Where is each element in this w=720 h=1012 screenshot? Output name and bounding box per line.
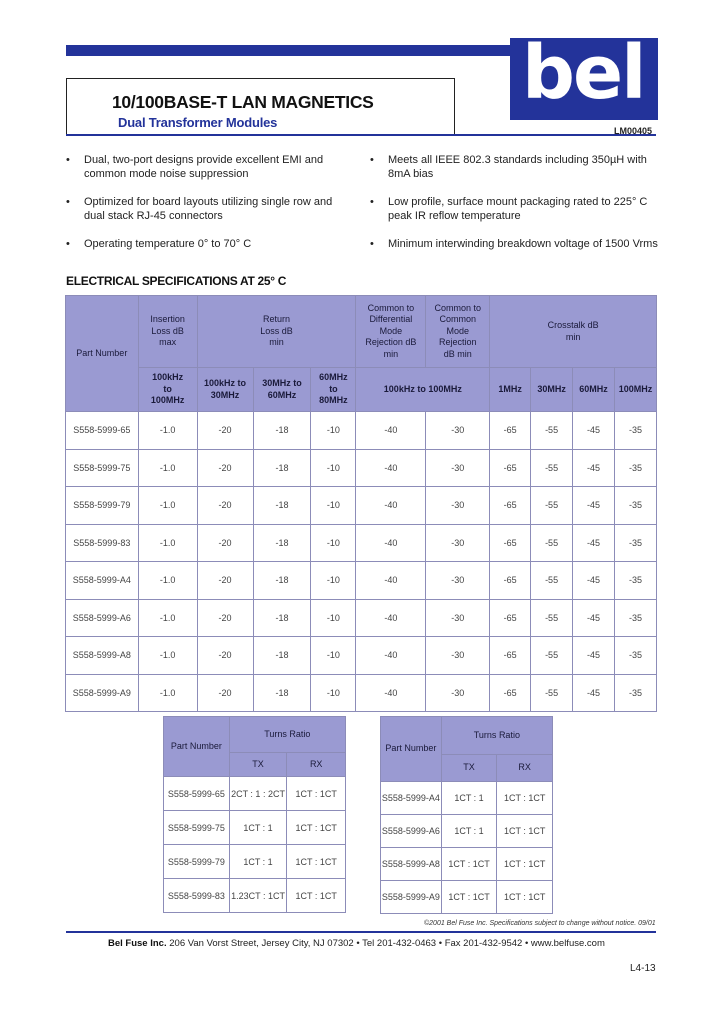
page-number: L4-13 bbox=[630, 963, 656, 974]
value-cell: -30 bbox=[426, 487, 490, 525]
table-row bbox=[381, 881, 553, 914]
value-cell: -1.0 bbox=[138, 674, 197, 712]
spec-rows bbox=[66, 412, 657, 712]
value-cell: -20 bbox=[197, 487, 253, 525]
value-cell: -10 bbox=[311, 674, 356, 712]
page-subtitle: Dual Transformer Modules bbox=[118, 115, 278, 130]
cm-cm-rejection-header: Common to Common Mode Rejection dB min bbox=[426, 296, 490, 368]
value-cell: -10 bbox=[311, 562, 356, 600]
table-row bbox=[164, 845, 346, 879]
value-cell: -45 bbox=[573, 637, 615, 675]
return-loss-header: Return Loss dB min bbox=[197, 296, 356, 368]
part-number-header: Part Number bbox=[66, 296, 139, 412]
electrical-specs-table bbox=[65, 295, 657, 712]
value-cell: -18 bbox=[253, 487, 311, 525]
value-cell: -10 bbox=[311, 487, 356, 525]
value-cell: -18 bbox=[253, 562, 311, 600]
subheader-cell: 60MHz to 80MHz bbox=[311, 368, 356, 412]
value-cell: -45 bbox=[573, 412, 615, 450]
value-cell: -30 bbox=[426, 524, 490, 562]
tx-header: TX bbox=[229, 753, 287, 777]
value-cell: 1CT : 1 bbox=[441, 782, 497, 815]
part-number-cell: S558-5999-A6 bbox=[381, 815, 442, 848]
value-cell: -18 bbox=[253, 412, 311, 450]
footer-contact bbox=[108, 938, 605, 949]
bullet-icon: • bbox=[370, 154, 374, 166]
value-cell: -40 bbox=[356, 599, 426, 637]
electrical-specs-heading: ELECTRICAL SPECIFICATIONS AT 25° C bbox=[66, 274, 287, 288]
value-cell: -40 bbox=[356, 674, 426, 712]
part-number-cell: S558-5999-A9 bbox=[381, 881, 442, 914]
value-cell: -30 bbox=[426, 449, 490, 487]
value-cell: 1CT : 1CT bbox=[287, 777, 346, 811]
value-cell: -18 bbox=[253, 449, 311, 487]
value-cell: -45 bbox=[573, 524, 615, 562]
value-cell: -55 bbox=[531, 524, 573, 562]
value-cell: -1.0 bbox=[138, 412, 197, 450]
bel-logo: bel bbox=[522, 30, 645, 116]
value-cell: -1.0 bbox=[138, 524, 197, 562]
subheader-cell: 100kHz to 100MHz bbox=[356, 368, 490, 412]
value-cell: 1CT : 1CT bbox=[287, 845, 346, 879]
bullet-icon: • bbox=[370, 238, 374, 250]
value-cell: -40 bbox=[356, 449, 426, 487]
value-cell: -45 bbox=[573, 562, 615, 600]
part-number-cell: S558-5999-A8 bbox=[66, 637, 139, 675]
table-row bbox=[66, 449, 657, 487]
value-cell: -30 bbox=[426, 562, 490, 600]
subheader-cell: 1MHz bbox=[490, 368, 531, 412]
subheader-cell: 100MHz bbox=[614, 368, 656, 412]
table-row bbox=[66, 487, 657, 525]
feature-item: • Optimized for board layouts utilizing single row and dual stack RJ-45 connectors bbox=[66, 196, 333, 222]
table-row bbox=[164, 777, 346, 811]
turns-ratio-header: Turns Ratio bbox=[441, 717, 552, 755]
value-cell: -30 bbox=[426, 637, 490, 675]
value-cell: -35 bbox=[614, 599, 656, 637]
value-cell: -1.0 bbox=[138, 637, 197, 675]
table-row bbox=[381, 782, 553, 815]
value-cell: -10 bbox=[311, 412, 356, 450]
value-cell: -20 bbox=[197, 412, 253, 450]
part-number-cell: S558-5999-A9 bbox=[66, 674, 139, 712]
part-number-cell: S558-5999-65 bbox=[66, 412, 139, 450]
feature-item: • Low profile, surface mount packaging rated to 225° C peak IR reflow temperature bbox=[370, 196, 648, 222]
value-cell: -65 bbox=[490, 487, 531, 525]
value-cell: -40 bbox=[356, 412, 426, 450]
value-cell: -45 bbox=[573, 449, 615, 487]
footer-rule bbox=[66, 931, 656, 933]
value-cell: -20 bbox=[197, 562, 253, 600]
value-cell: -18 bbox=[253, 674, 311, 712]
value-cell: -55 bbox=[531, 637, 573, 675]
value-cell: -35 bbox=[614, 562, 656, 600]
value-cell: 1CT : 1CT bbox=[497, 815, 553, 848]
part-number-cell: S558-5999-A6 bbox=[66, 599, 139, 637]
part-number-cell: S558-5999-A4 bbox=[66, 562, 139, 600]
value-cell: -10 bbox=[311, 599, 356, 637]
value-cell: -40 bbox=[356, 487, 426, 525]
feature-item: • Minimum interwinding breakdown voltage of 1500 Vrms bbox=[370, 238, 658, 250]
company-name: Bel Fuse Inc. bbox=[108, 938, 167, 949]
value-cell: -18 bbox=[253, 637, 311, 675]
value-cell: -30 bbox=[426, 674, 490, 712]
value-cell: -65 bbox=[490, 412, 531, 450]
value-cell: -35 bbox=[614, 449, 656, 487]
value-cell: 1CT : 1CT bbox=[287, 879, 346, 913]
part-number-header: Part Number bbox=[381, 717, 442, 782]
value-cell: -1.0 bbox=[138, 449, 197, 487]
value-cell: -35 bbox=[614, 637, 656, 675]
table-row bbox=[66, 412, 657, 450]
value-cell: -20 bbox=[197, 637, 253, 675]
value-cell: -55 bbox=[531, 562, 573, 600]
subheader-cell: 30MHz to 60MHz bbox=[253, 368, 311, 412]
crosstalk-header: Crosstalk dB min bbox=[490, 296, 657, 368]
table-row bbox=[66, 524, 657, 562]
value-cell: -65 bbox=[490, 674, 531, 712]
table-row bbox=[66, 674, 657, 712]
part-number-cell: S558-5999-75 bbox=[66, 449, 139, 487]
value-cell: -40 bbox=[356, 637, 426, 675]
turns-rows-left bbox=[164, 777, 346, 913]
value-cell: -65 bbox=[490, 524, 531, 562]
value-cell: -55 bbox=[531, 674, 573, 712]
value-cell: 1CT : 1 bbox=[229, 845, 287, 879]
table-row bbox=[164, 811, 346, 845]
part-number-cell: S558-5999-A8 bbox=[381, 848, 442, 881]
rx-header: RX bbox=[497, 755, 553, 782]
value-cell: -65 bbox=[490, 562, 531, 600]
value-cell: -10 bbox=[311, 449, 356, 487]
value-cell: -1.0 bbox=[138, 599, 197, 637]
page-title: 10/100BASE-T LAN MAGNETICS bbox=[112, 92, 374, 112]
part-number-cell: S558-5999-65 bbox=[164, 777, 230, 811]
cm-dm-rejection-header: Common to Differential Mode Rejection dB min bbox=[356, 296, 426, 368]
feature-item: • Dual, two-port designs provide excellent EMI and common mode noise suppression bbox=[66, 154, 324, 180]
feature-item: • Meets all IEEE 802.3 standards including 350µH with 8mA bias bbox=[370, 154, 647, 180]
table-row bbox=[66, 637, 657, 675]
value-cell: -10 bbox=[311, 524, 356, 562]
turns-ratio-table-right bbox=[380, 716, 553, 914]
value-cell: -40 bbox=[356, 524, 426, 562]
value-cell: -20 bbox=[197, 674, 253, 712]
value-cell: -55 bbox=[531, 599, 573, 637]
value-cell: 1CT : 1CT bbox=[441, 881, 497, 914]
table-row bbox=[66, 599, 657, 637]
value-cell: -10 bbox=[311, 637, 356, 675]
value-cell: -35 bbox=[614, 487, 656, 525]
part-number-cell: S558-5999-83 bbox=[164, 879, 230, 913]
subheader-cell: 60MHz bbox=[573, 368, 615, 412]
bullet-icon: • bbox=[66, 238, 70, 250]
title-rule bbox=[66, 134, 656, 136]
table-row bbox=[66, 562, 657, 600]
subheader-cell: 30MHz bbox=[531, 368, 573, 412]
bullet-icon: • bbox=[66, 154, 70, 166]
feature-item: • Operating temperature 0° to 70° C bbox=[66, 238, 252, 250]
part-number-cell: S558-5999-79 bbox=[164, 845, 230, 879]
value-cell: -45 bbox=[573, 487, 615, 525]
part-number-cell: S558-5999-75 bbox=[164, 811, 230, 845]
document-code: LM00405 bbox=[614, 126, 653, 136]
value-cell: -20 bbox=[197, 449, 253, 487]
value-cell: 1CT : 1 bbox=[229, 811, 287, 845]
table-row bbox=[381, 815, 553, 848]
value-cell: -65 bbox=[490, 637, 531, 675]
part-number-cell: S558-5999-83 bbox=[66, 524, 139, 562]
part-number-cell: S558-5999-79 bbox=[66, 487, 139, 525]
value-cell: 1CT : 1CT bbox=[497, 881, 553, 914]
tx-header: TX bbox=[441, 755, 497, 782]
value-cell: -30 bbox=[426, 599, 490, 637]
value-cell: -40 bbox=[356, 562, 426, 600]
value-cell: 1.23CT : 1CT bbox=[229, 879, 287, 913]
value-cell: 1CT : 1 bbox=[441, 815, 497, 848]
value-cell: -55 bbox=[531, 449, 573, 487]
table-row bbox=[164, 879, 346, 913]
value-cell: -35 bbox=[614, 524, 656, 562]
value-cell: -35 bbox=[614, 412, 656, 450]
value-cell: 1CT : 1CT bbox=[497, 848, 553, 881]
value-cell: -18 bbox=[253, 599, 311, 637]
turns-rows-right bbox=[381, 782, 553, 914]
value-cell: -65 bbox=[490, 599, 531, 637]
value-cell: -18 bbox=[253, 524, 311, 562]
bullet-icon: • bbox=[66, 196, 70, 208]
copyright-note: ©2001 Bel Fuse Inc. Specifications subject to change without notice. 09/01 bbox=[424, 920, 656, 927]
value-cell: -65 bbox=[490, 449, 531, 487]
turns-ratio-header: Turns Ratio bbox=[229, 717, 345, 753]
bullet-icon: • bbox=[370, 196, 374, 208]
company-address: 206 Van Vorst Street, Jersey City, NJ 07302 • Tel 201-432-0463 • Fax 201-432-9542 • www.belfuse.com bbox=[169, 938, 605, 949]
insertion-loss-header: Insertion Loss dB max bbox=[138, 296, 197, 368]
value-cell: -45 bbox=[573, 674, 615, 712]
rx-header: RX bbox=[287, 753, 346, 777]
value-cell: -30 bbox=[426, 412, 490, 450]
value-cell: -1.0 bbox=[138, 562, 197, 600]
subheader-cell: 100kHz to 30MHz bbox=[197, 368, 253, 412]
subheader-cell: 100kHz to 100MHz bbox=[138, 368, 197, 412]
part-number-header: Part Number bbox=[164, 717, 230, 777]
value-cell: 1CT : 1CT bbox=[287, 811, 346, 845]
value-cell: 1CT : 1CT bbox=[497, 782, 553, 815]
value-cell: -20 bbox=[197, 599, 253, 637]
value-cell: -45 bbox=[573, 599, 615, 637]
turns-ratio-table-left bbox=[163, 716, 346, 913]
value-cell: -35 bbox=[614, 674, 656, 712]
value-cell: 1CT : 1CT bbox=[441, 848, 497, 881]
value-cell: -1.0 bbox=[138, 487, 197, 525]
value-cell: -55 bbox=[531, 412, 573, 450]
value-cell: 2CT : 1 : 2CT bbox=[229, 777, 287, 811]
table-row bbox=[381, 848, 553, 881]
value-cell: -55 bbox=[531, 487, 573, 525]
value-cell: -20 bbox=[197, 524, 253, 562]
part-number-cell: S558-5999-A4 bbox=[381, 782, 442, 815]
